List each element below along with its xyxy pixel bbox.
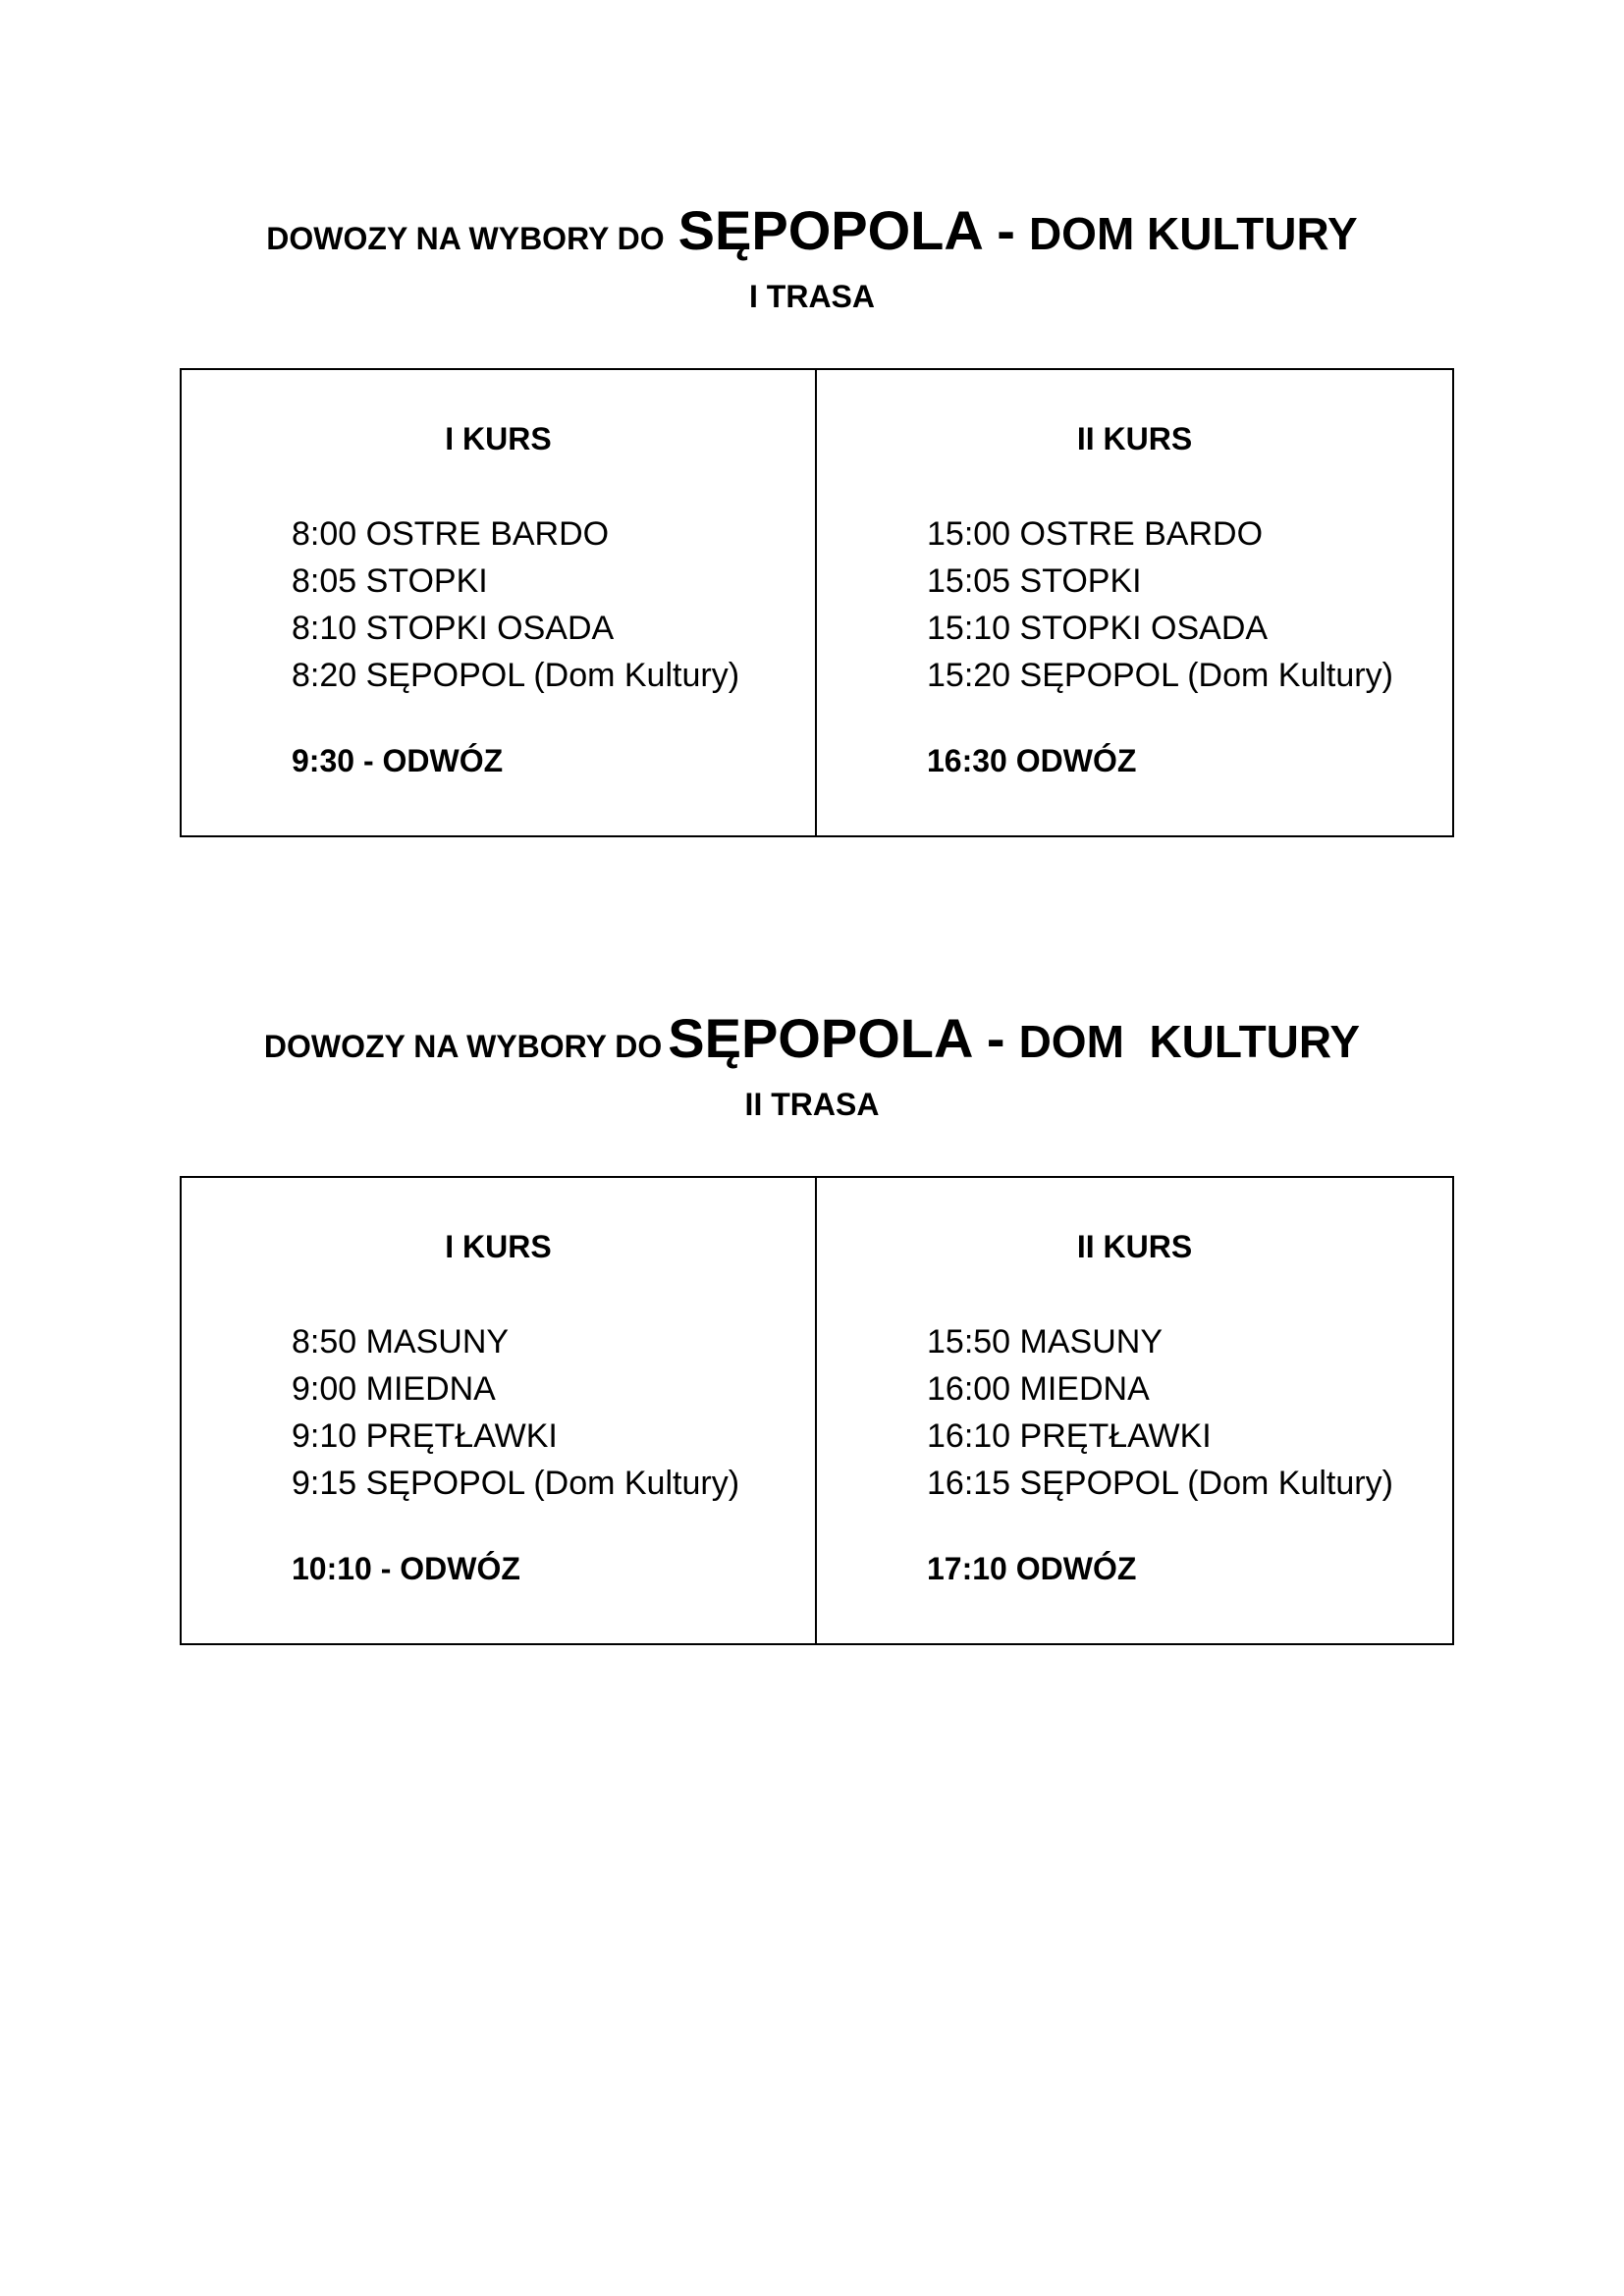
section-heading: [0, 1004, 1624, 1073]
stop-list: [292, 510, 739, 699]
stop-item: 9:00 MIEDNA: [292, 1370, 496, 1408]
section-heading: [0, 196, 1624, 265]
stop-item: 15:00 OSTRE BARDO: [927, 515, 1264, 553]
column-title: I KURS: [445, 1229, 552, 1264]
route-section-2: [0, 1004, 1624, 1586]
schedule-table: [180, 1176, 1454, 1645]
column-title: I KURS: [445, 421, 552, 456]
route-label: II TRASA: [744, 1087, 880, 1122]
stop-item: 8:50 MASUNY: [292, 1323, 510, 1361]
return-time: 16:30 ODWÓZ: [927, 743, 1137, 778]
return-time: 10:10 - ODWÓZ: [292, 1551, 520, 1586]
schedule-column-first-run: [182, 370, 817, 835]
stop-item: 9:10 PRĘTŁAWKI: [292, 1417, 558, 1455]
column-title: II KURS: [1076, 421, 1193, 456]
stop-list: [927, 1318, 1393, 1507]
schedule-table: [180, 368, 1454, 837]
schedule-column-first-run: [182, 1178, 817, 1643]
route-section-1: [0, 196, 1624, 778]
column-title: II KURS: [1076, 1229, 1193, 1264]
stop-item: 15:50 MASUNY: [927, 1323, 1163, 1361]
return-time: 9:30 - ODWÓZ: [292, 743, 504, 778]
heading-place: SĘPOPOLA -: [677, 199, 1015, 261]
stop-item: 16:00 MIEDNA: [927, 1370, 1150, 1408]
stop-item: 8:20 SĘPOPOL (Dom Kultury): [292, 657, 740, 694]
schedule-column-second-run: [817, 1178, 1452, 1643]
heading-prefix: DOWOZY NA WYBORY DO: [266, 221, 665, 256]
schedule-column-second-run: [817, 370, 1452, 835]
heading-prefix: DOWOZY NA WYBORY DO: [263, 1029, 663, 1064]
heading-place: SĘPOPOLA -: [668, 1007, 1005, 1069]
stop-item: 15:10 STOPKI OSADA: [927, 610, 1269, 647]
stop-list: [927, 510, 1393, 699]
stop-item: 8:10 STOPKI OSADA: [292, 610, 615, 647]
stop-item: 8:00 OSTRE BARDO: [292, 515, 610, 553]
stop-list: [292, 1318, 739, 1507]
stop-item: 8:05 STOPKI: [292, 562, 488, 600]
heading-suffix: DOM KULTURY: [1018, 1016, 1361, 1067]
stop-item: 9:15 SĘPOPOL (Dom Kultury): [292, 1465, 740, 1502]
stop-item: 16:15 SĘPOPOL (Dom Kultury): [927, 1465, 1393, 1502]
route-label: I TRASA: [749, 279, 875, 314]
return-time: 17:10 ODWÓZ: [927, 1551, 1137, 1586]
heading-suffix: DOM KULTURY: [1028, 208, 1358, 259]
stop-item: 16:10 PRĘTŁAWKI: [927, 1417, 1212, 1455]
stop-item: 15:05 STOPKI: [927, 562, 1142, 600]
stop-item: 15:20 SĘPOPOL (Dom Kultury): [927, 657, 1393, 694]
